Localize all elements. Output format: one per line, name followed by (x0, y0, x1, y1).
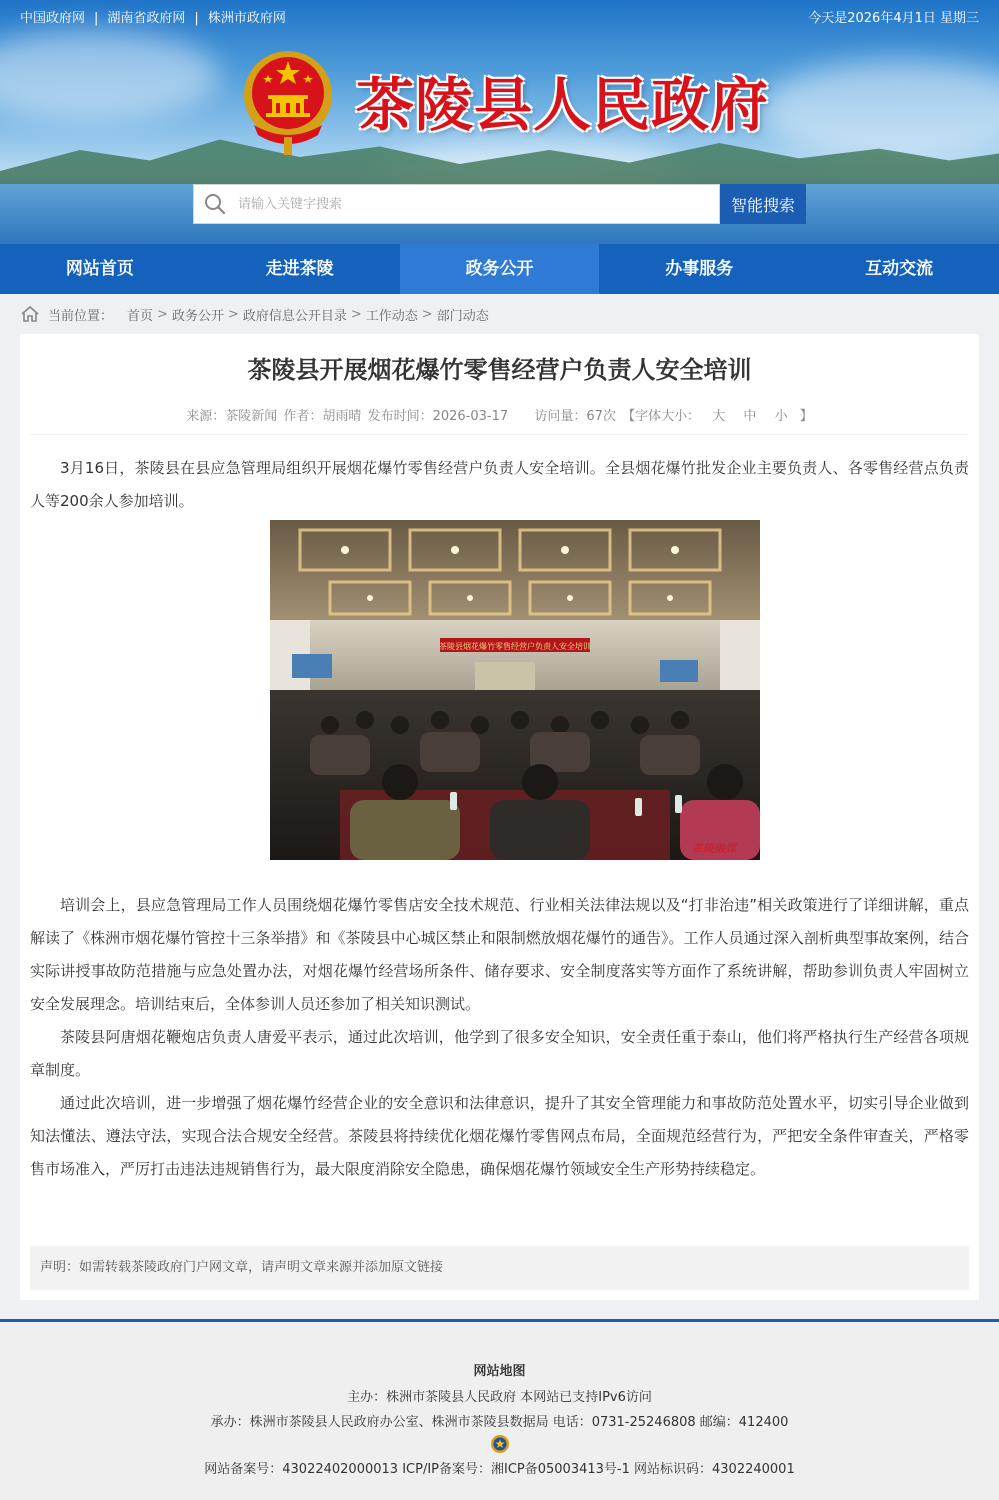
breadcrumb (20, 302, 489, 326)
police-badge-icon[interactable] (490, 1434, 510, 1454)
article-photo (270, 520, 760, 860)
meta-source: 来源：茶陵新闻 (186, 409, 278, 424)
breadcrumb-dept-news[interactable]: 部门动态 (436, 308, 489, 324)
nav-item-gov-affairs[interactable]: 政务公开 (400, 244, 600, 294)
breadcrumb-separator: > (227, 306, 239, 322)
photo-watermark: 茶陵融媒 (692, 842, 736, 855)
footer-sponsor: 主办：株洲市茶陵县人民政府 本网站已支持IPv6访问 (347, 1390, 652, 1405)
font-size-large[interactable]: 大 (712, 409, 726, 424)
top-links: 中国政府网 | 湖南省政府网 | 株洲市政府网 (20, 11, 286, 26)
meta-visits: 访问量：67次 (534, 409, 616, 424)
article-paragraph: 3月16日，茶陵县在县应急管理局组织开展烟花爆竹零售经营户负责人安全培训。全县烟花爆竹批发企业主要负责人、各零售经营点负责人等200余人参加培训。 (30, 459, 969, 510)
search-icon (204, 193, 226, 215)
breadcrumb-separator: > (157, 306, 168, 322)
footer (0, 1319, 999, 1500)
top-link-zhuzhou[interactable]: 株洲市政府网 (207, 11, 286, 26)
article-title: 茶陵县开展烟花爆竹零售经营户负责人安全培训 (247, 356, 752, 384)
main-nav (0, 244, 999, 294)
font-size-end: 】 (799, 409, 813, 424)
training-hall-photo (270, 520, 760, 860)
nav-item-interaction[interactable]: 互动交流 (865, 259, 934, 279)
article-container (20, 334, 979, 1300)
breadcrumb-work-news[interactable]: 工作动态 (365, 308, 418, 324)
footer-sitemap-link[interactable]: 网站地图 (473, 1364, 526, 1379)
article-paragraph: 通过此次培训，进一步增强了烟花爆竹经营企业的安全意识和法律意识，提升了其安全管理能力和事故防范处置水平，切实引导企业做到知法懂法、遵法守法，实现合法合规安全经营。茶陵县将持续优化烟花爆竹零售网点布局，全面规范经营行为，严把安全条件审查关，严格零售市场准入，严厉打击违法违规销售行为，最大限度消除安全隐患，确保烟花爆竹领域安全生产形势持续稳定。 (30, 1094, 969, 1178)
cloud (0, 30, 220, 120)
national-emblem-icon (240, 45, 336, 157)
current-date: 今天是2026年4月1日 星期三 (808, 11, 979, 26)
footer-record: 网站备案号：43022402000013 ICP/IP备案号：湘ICP备05003413号-1 网站标识码：4302240001 (204, 1462, 795, 1477)
site-title: 茶陵县人民政府 (356, 71, 770, 139)
cloud (760, 60, 999, 160)
breadcrumb-info-catalog[interactable]: 政府信息公开目录 (242, 308, 347, 324)
article-meta (20, 405, 979, 424)
breadcrumb-label: 当前位置： (48, 308, 114, 324)
divider (30, 434, 969, 435)
nav-item-home[interactable]: 网站首页 (65, 259, 134, 279)
meta-author: 作者：胡雨晴 (283, 409, 362, 424)
breadcrumb-home[interactable]: 首页 (127, 308, 154, 324)
top-link-hunan[interactable]: 湖南省政府网 (107, 11, 186, 26)
breadcrumb-gov-affairs[interactable]: 政务公开 (171, 308, 224, 324)
nav-item-services[interactable]: 办事服务 (665, 259, 734, 279)
font-size-medium[interactable]: 中 (743, 409, 757, 424)
article-paragraph: 培训会上，县应急管理局工作人员围绕烟花爆竹零售店安全技术规范、行业相关法律法规以及“打非治违”相关政策进行了详细讲解，重点解读了《株洲市烟花爆竹管控十三条举措》和《茶陵县中心城区禁止和限制燃放烟花爆竹的通告》。工作人员通过深入剖析典型事故案例，结合实际讲授事故防范措施与应急处置办法，对烟花爆竹经营场所条件、储存要求、安全制度落实等方面作了系统讲解，帮助参训负责人牢固树立安全发展理念。培训结束后，全体参训人员还参加了相关知识测试。 (30, 896, 969, 1013)
search-input[interactable] (238, 185, 708, 223)
home-icon (20, 305, 40, 323)
footer-organizer: 承办：株洲市茶陵县人民政府办公室、株洲市茶陵县数据局 电话：0731-25246808 邮编：412400 (210, 1415, 789, 1430)
font-size-small[interactable]: 小 (774, 409, 788, 424)
nav-item-about[interactable]: 走进茶陵 (265, 259, 334, 279)
repost-notice: 声明：如需转载茶陵政府门户网文章，请声明文章来源并添加原文链接 (30, 1246, 969, 1290)
breadcrumb-separator: > (350, 306, 362, 322)
meta-publish-time: 发布时间：2026-03-17 (367, 409, 509, 424)
smart-search-button[interactable]: 智能搜索 (720, 184, 806, 224)
search-box (193, 184, 720, 224)
article-paragraph: 茶陵县阿唐烟花鞭炮店负责人唐爱平表示，通过此次培训，他学到了很多安全知识，安全责任重于泰山，他们将严格执行生产经营各项规章制度。 (30, 1028, 969, 1079)
banner-text: 茶陵县烟花爆竹零售经营户负责人安全培训 (439, 642, 591, 651)
top-link-gov-cn[interactable]: 中国政府网 (20, 11, 86, 26)
font-size-label: 【字体大小： (622, 409, 701, 424)
breadcrumb-separator: > (421, 306, 433, 322)
